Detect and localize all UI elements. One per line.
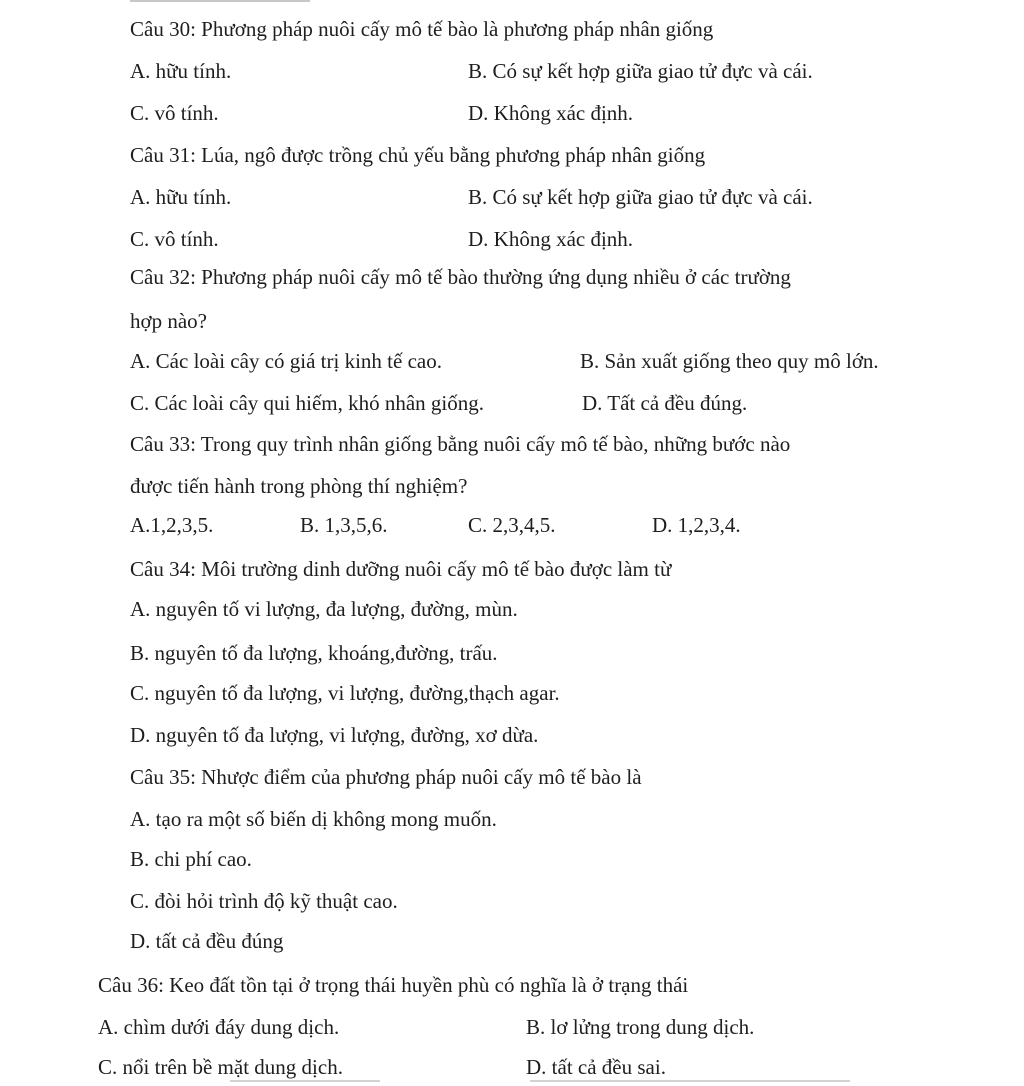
question-36-text: Câu 36: Keo đất tồn tại ở trọng thái huyền phù có nghĩa là ở trạng thái	[98, 973, 689, 997]
question-35-text: Câu 35: Nhược điểm của phương pháp nuôi cấy mô tế bào là	[130, 765, 642, 789]
question-34-text: Câu 34: Môi trường dinh dưỡng nuôi cấy mô tế bào được làm từ	[130, 557, 672, 581]
question-35-option-d: D. tất cả đều đúng	[130, 929, 284, 953]
question-34-option-a: A. nguyên tố vi lượng, đa lượng, đường, mùn.	[130, 597, 518, 621]
question-32-option-b: B. Sản xuất giống theo quy mô lớn.	[580, 349, 879, 373]
bottom-rule-right	[530, 1080, 850, 1082]
question-31-option-c: C. vô tính.	[130, 227, 219, 251]
question-36-option-c: C. nổi trên bề mặt dung dịch.	[98, 1055, 343, 1079]
question-33-option-b: B. 1,3,5,6.	[300, 513, 388, 537]
question-33-option-d: D. 1,2,3,4.	[652, 513, 741, 537]
question-32-option-a: A. Các loài cây có giá trị kinh tế cao.	[130, 349, 442, 373]
question-31-option-a: A. hữu tính.	[130, 185, 232, 209]
question-35-option-a: A. tạo ra một số biến dị không mong muốn.	[130, 807, 497, 831]
question-33-option-c: C. 2,3,4,5.	[468, 513, 556, 537]
question-35-option-c: C. đòi hỏi trình độ kỹ thuật cao.	[130, 889, 398, 913]
question-30-text: Câu 30: Phương pháp nuôi cấy mô tế bào là phương pháp nhân giống	[130, 17, 714, 41]
question-34-option-c: C. nguyên tố đa lượng, vi lượng, đường,thạch agar.	[130, 681, 560, 705]
question-32-option-c: C. Các loài cây qui hiếm, khó nhân giống.	[130, 391, 485, 415]
question-30-option-b: B. Có sự kết hợp giữa giao tử đực và cái.	[468, 59, 813, 83]
question-36-option-b: B. lơ lửng trong dung dịch.	[526, 1015, 755, 1039]
question-34-option-d: D. nguyên tố đa lượng, vi lượng, đường, xơ dừa.	[130, 723, 539, 747]
question-32-text-cont: hợp nào?	[130, 309, 207, 333]
question-30-option-c: C. vô tính.	[130, 101, 219, 125]
question-33-text-cont: được tiến hành trong phòng thí nghiệm?	[130, 474, 468, 498]
question-36-option-d: D. tất cả đều sai.	[526, 1055, 666, 1079]
question-32-text: Câu 32: Phương pháp nuôi cấy mô tế bào thường ứng dụng nhiều ở các trường	[130, 265, 791, 289]
question-31-option-b: B. Có sự kết hợp giữa giao tử đực và cái.	[468, 185, 813, 209]
question-36-option-a: A. chìm dưới đáy dung dịch.	[98, 1015, 340, 1039]
question-30-option-d: D. Không xác định.	[468, 101, 634, 125]
question-34-option-b: B. nguyên tố đa lượng, khoáng,đường, trấu.	[130, 641, 498, 665]
question-30-option-a: A. hữu tính.	[130, 59, 232, 83]
question-31-option-d: D. Không xác định.	[468, 227, 634, 251]
question-35-option-b: B. chi phí cao.	[130, 847, 252, 871]
question-32-option-d: D. Tất cả đều đúng.	[582, 391, 748, 415]
question-33-text: Câu 33: Trong quy trình nhân giống bằng nuôi cấy mô tế bào, những bước nào	[130, 432, 791, 456]
bottom-rule-left	[230, 1080, 380, 1082]
question-31-text: Câu 31: Lúa, ngô được trồng chủ yếu bằng phương pháp nhân giống	[130, 143, 706, 167]
question-33-option-a: A.1,2,3,5.	[130, 513, 214, 537]
top-rule	[130, 0, 310, 2]
